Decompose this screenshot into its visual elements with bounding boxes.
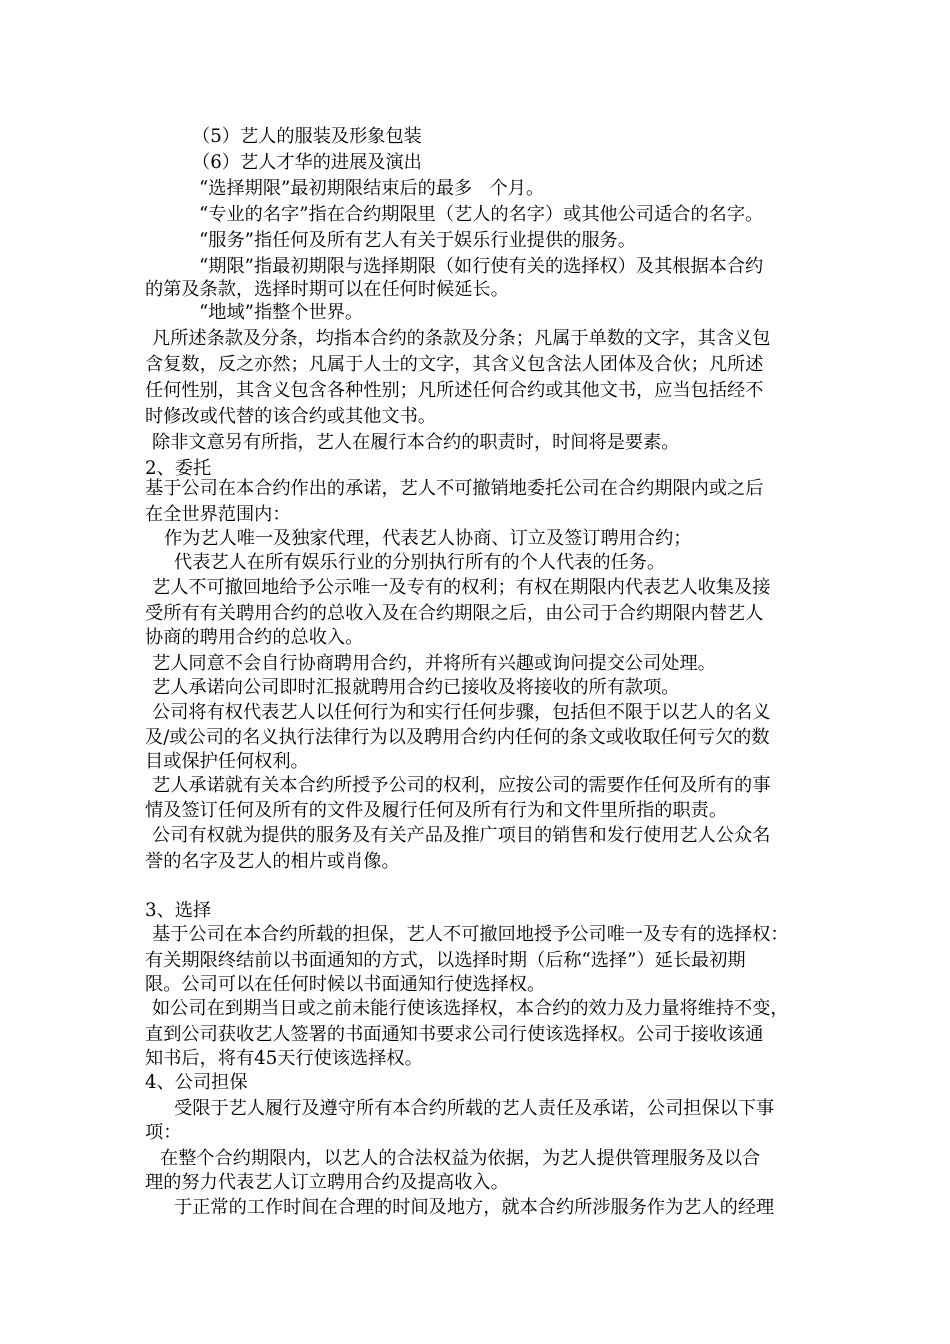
text-line: 在整个合约期限内，以艺人的合法权益为依据，为艺人提供管理服务及以合 xyxy=(160,1148,761,1169)
text-line: （5）艺人的服装及形象包装 xyxy=(192,126,422,147)
text-line: “选择期限”最初期限结束后的最多 个月。 xyxy=(199,178,545,199)
text-line: 艺人同意不会自行协商聘用合约，并将所有兴趣或询问提交公司处理。 xyxy=(152,653,716,674)
text-line: 基于公司在本合约所载的担保，艺人不可撤回地授予公司唯一及专有的选择权： xyxy=(152,924,789,945)
text-line: “地域”指整个世界。 xyxy=(199,302,364,323)
text-line: 如公司在到期当日或之前未能行使该选择权，本合约的效力及力量将维持不变， xyxy=(152,998,789,1019)
text-line: 情及签订任何及所有的文件及履行任何及所有行为和文件里所指的职责。 xyxy=(145,800,728,821)
text-line: “期限”指最初期限与选择期限（如行使有关的选择权）及其根据本合约 xyxy=(199,256,764,277)
text-line: “服务”指任何及所有艺人有关于娱乐行业提供的服务。 xyxy=(199,230,636,251)
text-line: 受限于艺人履行及遵守所有本合约所载的艺人责任及承诺，公司担保以下事 xyxy=(174,1098,775,1119)
text-line: 于正常的工作时间在合理的时间及地方，就本合约所涉服务作为艺人的经理 xyxy=(174,1197,775,1218)
text-line: 誉的名字及艺人的相片或肖像。 xyxy=(145,851,400,872)
text-line: 作为艺人唯一及独家代理，代表艺人协商、订立及签订聘用合约； xyxy=(164,528,692,549)
text-line: 公司有权就为提供的服务及有关产品及推广项目的销售和发行使用艺人公众名 xyxy=(152,825,771,846)
text-line: 代表艺人在所有娱乐行业的分别执行所有的个人代表的任务。 xyxy=(174,552,666,573)
text-line: 及/或公司的名义执行法律行为以及聘用合约内任何的条文或收取任何亏欠的数 xyxy=(145,727,770,748)
text-line: 的第及条款，选择时期可以在任何时候延长。 xyxy=(145,279,509,300)
text-line: 协商的聘用合约的总收入。 xyxy=(145,627,364,648)
text-line: 知书后，将有45天行使该选择权。 xyxy=(145,1048,423,1069)
text-line: 艺人不可撤回地给予公示唯一及专有的权利；有权在期限内代表艺人收集及接 xyxy=(152,577,771,598)
text-line: 限。公司可以在任何时候以书面通知行使选择权。 xyxy=(145,974,546,995)
text-line: 项： xyxy=(145,1122,182,1143)
text-line: 艺人承诺就有关本合约所授予公司的权利，应按公司的需要作任何及所有的事 xyxy=(152,775,771,796)
section-heading: 4、公司担保 xyxy=(145,1072,248,1093)
text-line: 理的努力代表艺人订立聘用合约及提高收入。 xyxy=(145,1172,509,1193)
text-line: 时修改或代替的该合约或其他文书。 xyxy=(145,406,437,427)
text-line: 任何性别，其含义包含各种性别；凡所述任何合约或其他文书，应当包括经不 xyxy=(145,380,764,401)
text-line: 含复数，反之亦然；凡属于人士的文字，其含义包含法人团体及合伙；凡所述 xyxy=(145,354,764,375)
text-line: 在全世界范围内： xyxy=(145,504,291,525)
section-heading: 3、选择 xyxy=(145,900,212,921)
text-line: 基于公司在本合约作出的承诺，艺人不可撤销地委托公司在合约期限内或之后 xyxy=(145,478,764,499)
section-heading: 2、委托 xyxy=(145,458,212,479)
text-line: （6）艺人才华的进展及演出 xyxy=(192,152,422,173)
text-line: 艺人承诺向公司即时汇报就聘用合约已接收及将接收的所有款项。 xyxy=(152,677,680,698)
text-line: 除非文意另有所指，艺人在履行本合约的职责时，时间将是要素。 xyxy=(152,432,680,453)
text-line: 有关期限终结前以书面通知的方式，以选择时期（后称“选择”）延长最初期 xyxy=(145,950,746,971)
text-line: “专业的名字”指在合约期限里（艺人的名字）或其他公司适合的名字。 xyxy=(199,204,764,225)
text-line: 目或保护任何权利。 xyxy=(145,751,309,772)
text-line: 凡所述条款及分条，均指本合约的条款及分条；凡属于单数的文字，其含义包 xyxy=(152,328,771,349)
text-line: 公司将有权代表艺人以任何行为和实行任何步骤，包括但不限于以艺人的名义 xyxy=(152,702,771,723)
text-line: 受所有有关聘用合约的总收入及在合约期限之后，由公司于合约期限内替艺人 xyxy=(145,603,764,624)
text-line: 直到公司获收艺人签署的书面通知书要求公司行使该选择权。公司于接收该通 xyxy=(145,1024,764,1045)
